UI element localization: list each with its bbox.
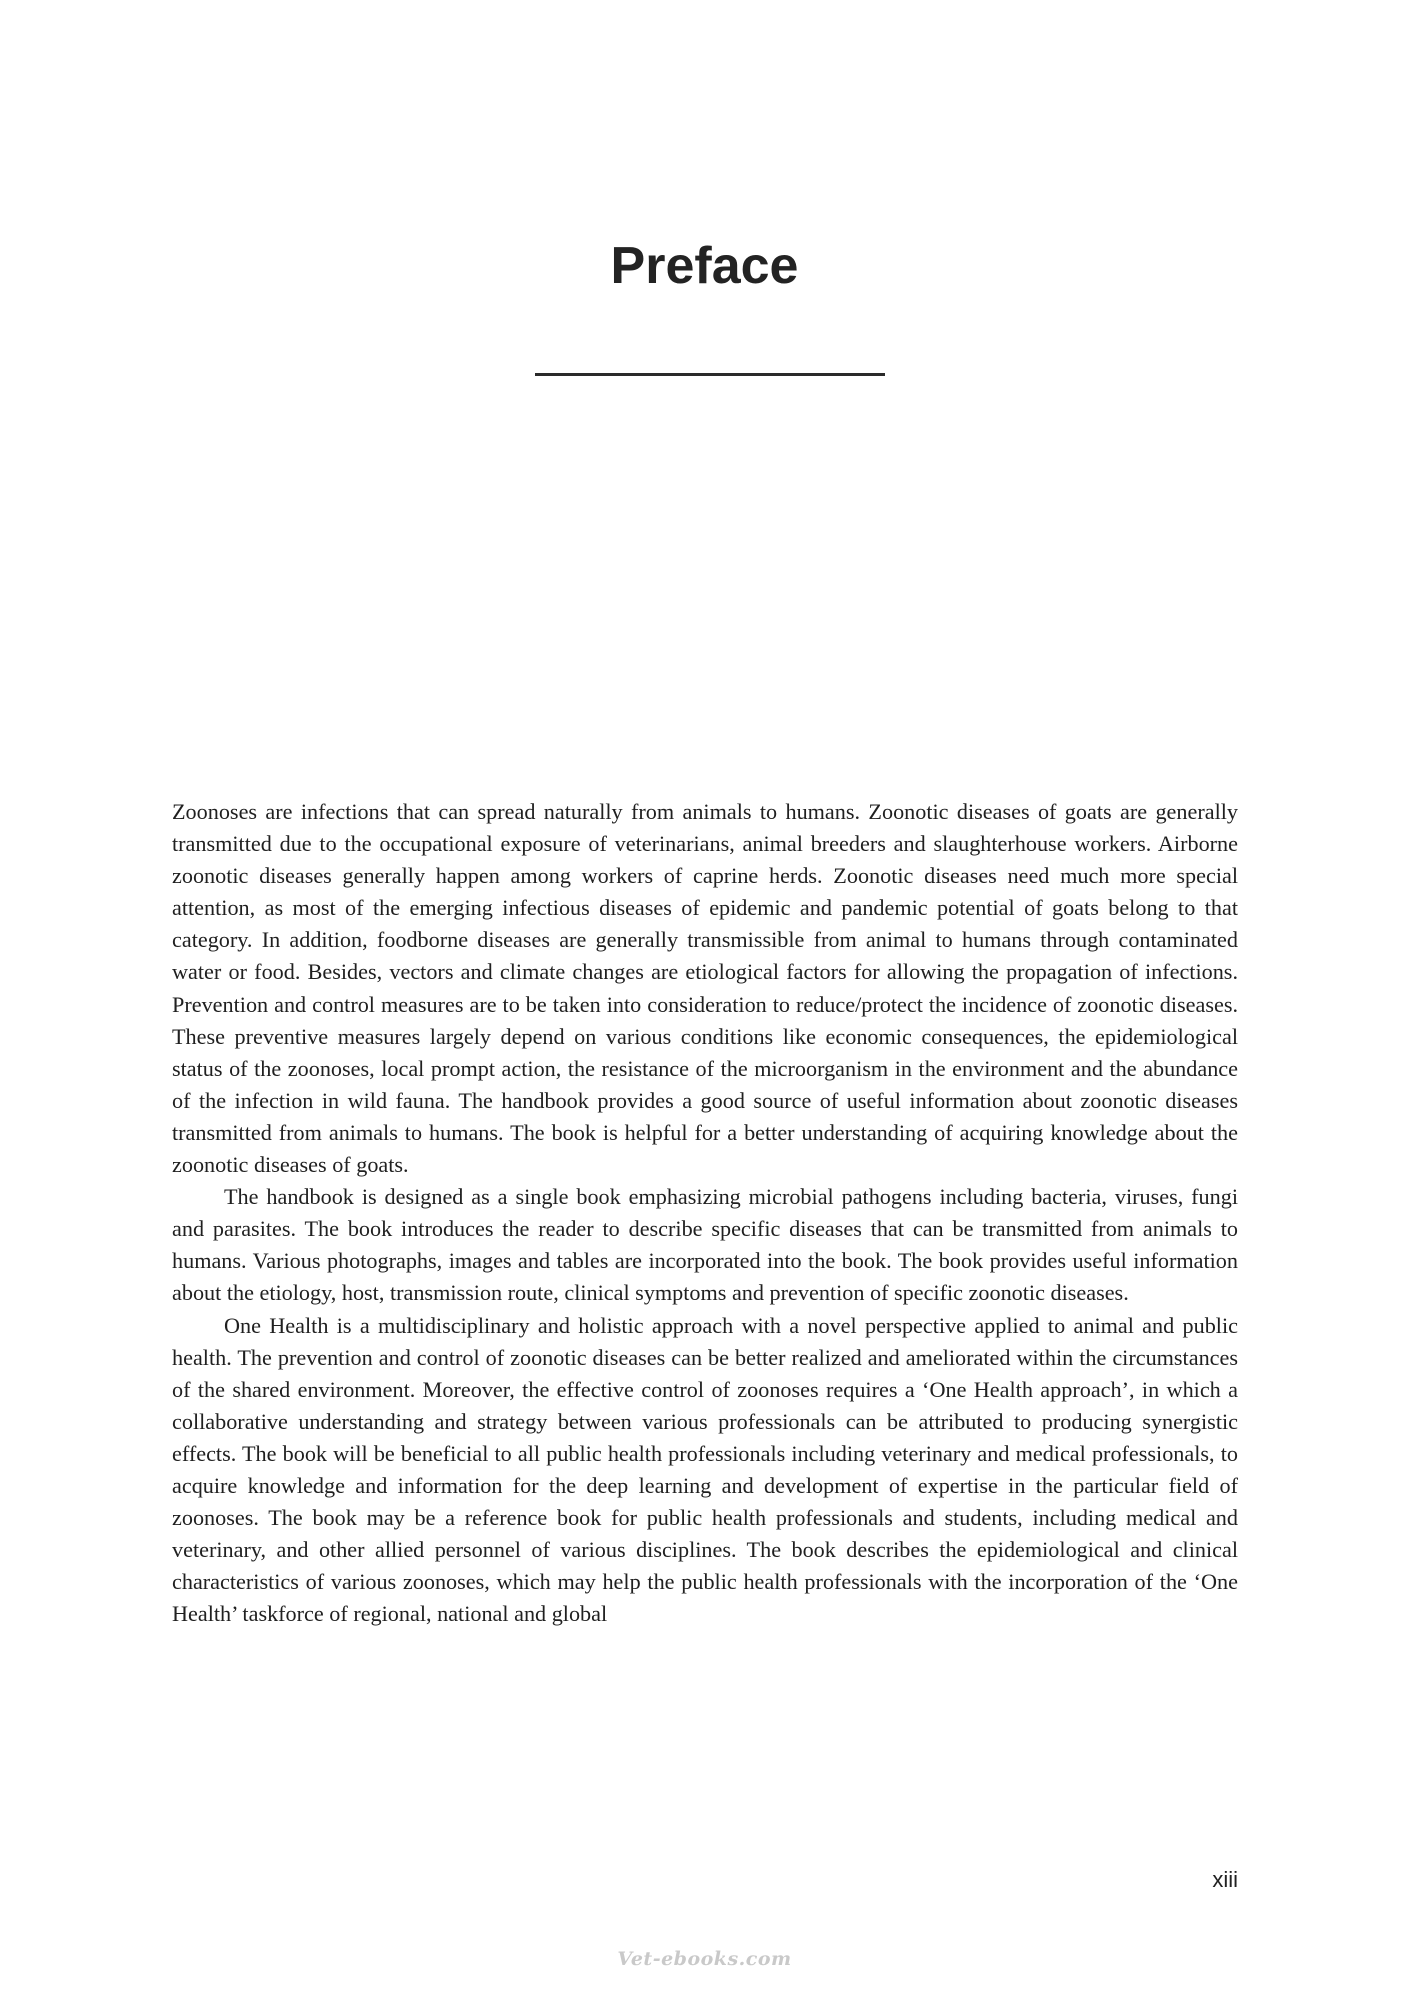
chapter-title: Preface (610, 237, 799, 295)
title-underline-rule (535, 373, 885, 376)
watermark-logo: Vet-ebooks.com (617, 1948, 792, 1970)
paragraph-3: One Health is a multidisciplinary and holistic approach with a novel perspective applied to animal and public health. The prevention and control of zoonotic diseases can be better realized and ameliorated within the circumstances of the shared environment. Moreover, the effective control of zoonoses requires a ‘One Health approach’, in which a collaborative understanding and strategy between various professionals can be attributed to producing synergistic effects. The book will be beneficial to all public health professionals including veterinary and medical professionals, to acquire knowledge and information for the deep learning and development of expertise in the particular field of zoonoses. The book may be a reference book for public health professionals and students, including medical and veterinary, and other allied personnel of various disciplines. The book describes the epidemiological and clinical characteristics of various zoonoses, which may help the public health professionals with the incorporation of the ‘One Health’ taskforce of regional, national and global (172, 1312, 1238, 1627)
paragraph-1: Zoonoses are infections that can spread naturally from animals to humans. Zoonotic diseases of goats are generally transmitted due to the occupational exposure of veterinarians, animal breeders and slaughterhouse workers. Airborne zoonotic diseases generally happen among workers of caprine herds. Zoonotic diseases need much more special attention, as most of the emerging infectious diseases of epidemic and pandemic potential of goats belong to that category. In addition, foodborne diseases are generally transmissible from animal to humans through contaminated water or food. Besides, vectors and climate changes are etiological factors for allowing the propagation of infections. Prevention and control measures are to be taken into consideration to reduce/protect the incidence of zoonotic diseases. These preventive measures largely depend on various conditions like economic consequences, the epidemiological status of the zoonoses, local prompt action, the resistance of the microorganism in the environment and the abundance of the infection in wild fauna. The handbook provides a good source of useful information about zoonotic diseases transmitted from animals to humans. The book is helpful for a better understanding of acquiring knowledge about the zoonotic diseases of goats. (172, 799, 1238, 1178)
paragraph-2: The handbook is designed as a single book emphasizing microbial pathogens including bacteria, viruses, fungi and parasites. The book introduces the reader to describe specific diseases that can be transmitted from animals to humans. Various photographs, images and tables are incorporated into the book. The book provides useful information about the etiology, host, transmission route, clinical symptoms and prevention of specific zoonotic diseases. (172, 1184, 1238, 1306)
page-number: xiii (1212, 1867, 1238, 1892)
preface-body (172, 796, 1238, 1630)
